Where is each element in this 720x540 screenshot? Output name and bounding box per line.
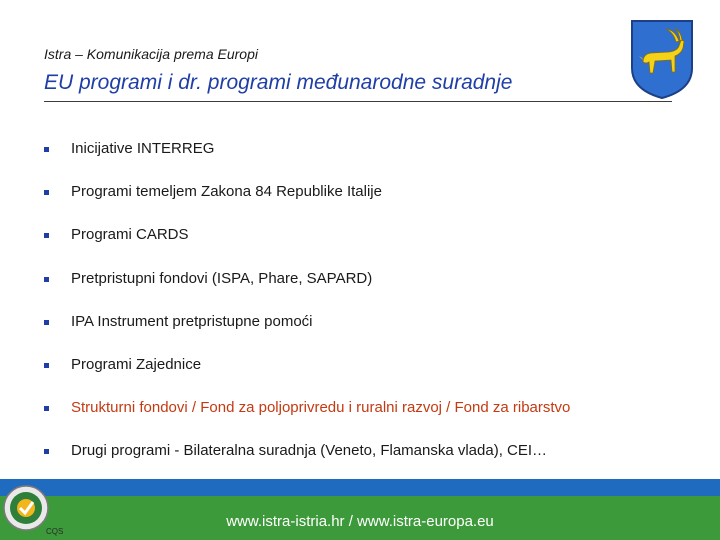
bullet-text: Drugi programi - Bilateralna suradnja (Veneto, Flamanska vlada), CEI… (71, 442, 548, 460)
header-subtitle: Istra – Komunikacija prema Europi (44, 46, 258, 62)
bullet-text: Programi Zajednice (71, 355, 202, 373)
footer-links[interactable]: www.istra-istria.hr / www.istra-europa.eu (226, 513, 494, 530)
square-bullet-icon (44, 190, 49, 195)
square-bullet-icon (44, 147, 49, 152)
page-title: EU programi i dr. programi međunarodne suradnje (44, 71, 513, 94)
square-bullet-icon (44, 363, 49, 368)
bullet-text: IPA Instrument pretpristupne pomoći (71, 312, 313, 330)
bullet-text: Inicijative INTERREG (71, 140, 215, 157)
bullet-text: Strukturni fondovi / Fond za poljoprivredu i ruralni razvoj / Fond za ribarstvo (71, 399, 571, 417)
footer-blue-band (0, 479, 720, 496)
cert-label: CQS (46, 527, 64, 536)
square-bullet-icon (44, 449, 49, 454)
square-bullet-icon (44, 406, 49, 411)
square-bullet-icon (44, 277, 49, 282)
certification-seal-icon (2, 482, 64, 538)
square-bullet-icon (44, 233, 49, 238)
istria-goat-crest-icon (629, 18, 695, 100)
bullet-text: Programi temeljem Zakona 84 Republike Italije (71, 183, 382, 201)
bullet-text: Programi CARDS (71, 226, 189, 244)
square-bullet-icon (44, 320, 49, 325)
title-divider (44, 101, 672, 102)
bullet-text: Pretpristupni fondovi (ISPA, Phare, SAPARD) (71, 269, 373, 287)
